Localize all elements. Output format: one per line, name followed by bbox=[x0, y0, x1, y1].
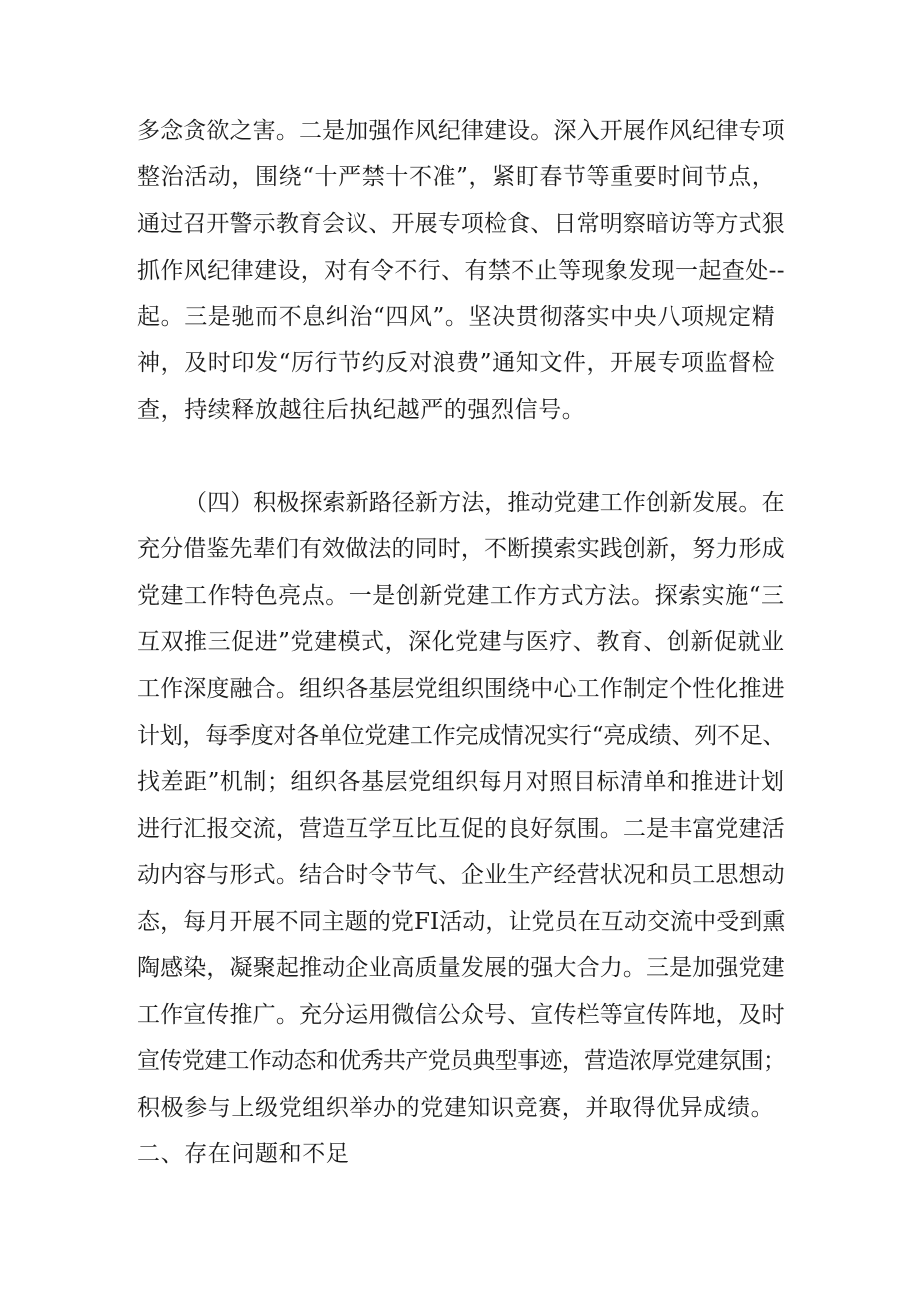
paragraph-line: 党建工作特色亮点。一是创新党建工作方式方法。探索实施“三 bbox=[137, 583, 785, 609]
paragraph-line: 神，及时印发“厉行节约反对浪费”通知文件，开展专项监督检 bbox=[137, 350, 776, 376]
paragraph-line: 整治活动，围绕“十严禁十不准”，紧盯春节等重要时间节点， bbox=[137, 164, 776, 190]
section-heading-line: （四）积极探索新路径新方法，推动党建工作创新发展。在 bbox=[184, 490, 785, 516]
paragraph-line: 陶感染，凝聚起推动企业高质量发展的强大合力。三是加强党建 bbox=[137, 955, 785, 981]
paragraph-line: 多念贪欲之害。二是加强作风纪律建设。深入开展作风纪律专项 bbox=[137, 118, 785, 144]
section-title: 二、存在问题和不足 bbox=[137, 1141, 350, 1167]
paragraph-line: 动内容与形式。结合时令节气、企业生产经营状况和员工思想动 bbox=[137, 862, 785, 888]
paragraph-line: 查，持续释放越往后执纪越严的强烈信号。 bbox=[137, 397, 586, 423]
paragraph-line: 态，每月开展不同主题的党FI活动，让党员在互动交流中受到熏 bbox=[137, 909, 786, 935]
paragraph-line: 进行汇报交流，营造互学互比互促的良好氛围。二是丰富党建活 bbox=[137, 816, 785, 842]
paragraph-line: 互双推三促进”党建模式，深化党建与医疗、教育、创新促就业 bbox=[137, 629, 785, 655]
paragraph-line: 工作宣传推广。充分运用微信公众号、宣传栏等宣传阵地，及时 bbox=[137, 1002, 785, 1028]
paragraph-line: 充分借鉴先辈们有效做法的同时，不断摸索实践创新，努力形成 bbox=[137, 536, 785, 562]
paragraph-line: 计划，每季度对各单位党建工作完成情况实行“亮成绩、列不足、 bbox=[137, 723, 786, 749]
paragraph-line: 找差距”机制；组织各基层党组织每月对照目标清单和推进计划 bbox=[137, 769, 785, 795]
paragraph-line: 宣传党建工作动态和优秀共产党员典型事迹，营造浓厚党建氛围； bbox=[137, 1048, 786, 1074]
paragraph-line: 抓作风纪律建设，对有令不行、有禁不止等现象发现一起查处-- bbox=[137, 258, 785, 284]
paragraph-line: 通过召开警示教育会议、开展专项检食、日常明察暗访等方式狠 bbox=[137, 211, 785, 237]
paragraph-line: 积极参与上级党组织举办的党建知识竞赛，并取得优异成绩。 bbox=[137, 1095, 775, 1121]
paragraph-line: 起。三是驰而不息纠治“四风”。坚决贯彻落实中央八项规定精 bbox=[137, 304, 776, 330]
paragraph-line: 工作深度融合。组织各基层党组织围绕中心工作制定个性化推进 bbox=[137, 676, 785, 702]
